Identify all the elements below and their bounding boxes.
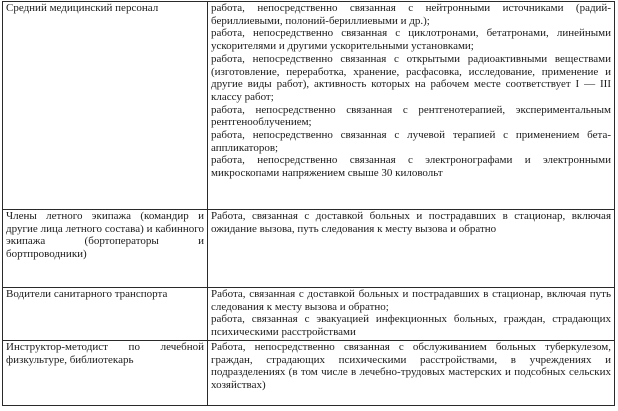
table-row — [3, 2, 615, 210]
table-row — [3, 210, 615, 288]
position-cell — [3, 2, 208, 210]
position-name: Инструктор-методист по лечебной физкультуре, библиотекарь — [6, 341, 204, 366]
work-item: работа, непосредственно связанная с открытыми радиоактивными веществами (изготовление, переработка, хранение, расфасовка, исследование, применение и другие виды работ), активность которых на рабочем месте соответствует I — III классу работ; — [211, 52, 611, 103]
work-item: Работа, связанная с доставкой больных и пострадавших в стационар, включая ожидание вызова, путь следования к месту вызова и обратно — [211, 210, 611, 235]
position-name: Члены летного экипажа (командир и другие лица летного состава) и кабинного экипажа (бортоператоры и бортпроводники) — [6, 210, 204, 261]
position-name: Водители санитарного транспорта — [6, 288, 168, 300]
work-cell — [208, 341, 615, 406]
table-row — [3, 341, 615, 406]
work-item: работа, непосредственно связанная с лучевой терапией с применением бета-аппликаторов; — [211, 129, 611, 154]
positions-table — [2, 1, 615, 406]
document-page — [2, 1, 615, 406]
work-cell — [208, 210, 615, 288]
work-item: Работа, непосредственно связанная с обслуживанием больных туберкулезом, граждан, страдающих психическими расстройствами, в учреждениях и подразделениях (в том числе в лечебно-трудовых мастерских и подсобных сельских хозяйствах) — [211, 341, 611, 392]
work-item: работа, непосредственно связанная с нейтронными источниками (радий-бериллиевыми, полоний-бериллиевыми и др.); — [211, 2, 611, 27]
work-item: работа, непосредственно связанная с циклотронами, бетатронами, линейными ускорителями и другими ускорительными установками; — [211, 27, 611, 53]
work-cell — [208, 288, 615, 341]
position-cell — [3, 288, 208, 341]
work-item: работа, непосредственно связанная с рентгенотерапией, экспериментальным рентгенооблучением; — [211, 103, 611, 129]
position-cell — [3, 210, 208, 288]
work-cell — [208, 2, 615, 210]
position-cell — [3, 341, 208, 406]
position-name: Средний медицинский персонал — [6, 2, 159, 14]
table-row — [3, 288, 615, 341]
work-item: работа, непосредственно связанная с электронографами и электронными микроскопами напряжением свыше 30 киловольт — [211, 154, 611, 180]
work-item: работа, связанная с эвакуацией инфекционных больных, граждан, страдающих психическими расстройствами — [211, 313, 611, 339]
work-item: Работа, связанная с доставкой больных и пострадавших в стационар, включая путь следования к месту вызова и обратно; — [211, 288, 611, 313]
